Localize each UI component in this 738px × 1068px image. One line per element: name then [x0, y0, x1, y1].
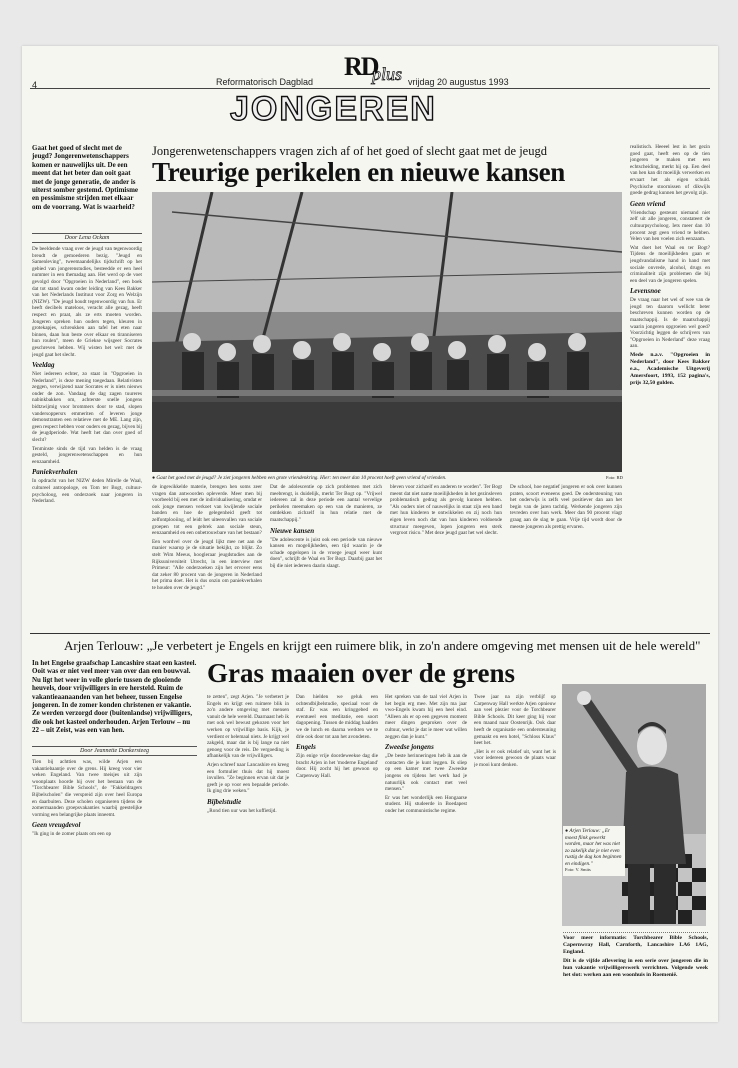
arjen-terlouw-photo	[562, 684, 706, 926]
paragraph: „De beste herinneringen heb ik aan de contacten die je kunt leggen. Ik sliep op een kamer met twee Zweedse jongens en tijdens het werk had je natuurlijk ook contact met veel mensen."	[385, 753, 467, 793]
article2-lede: In het Engelse graafschap Lancashire staat een kasteel. Ooit was er niet veel meer van over dan een bouwval. Nu ligt het weer in volle glorie tussen de glooiende heuvels, door vrijwilligers in ere hersteld. Ruim de vakantieaanaanden van het beheer, tussen Engelse jongeren. In de zomer konden christenen er vakantie. Ze werden verzorgd door (buitenlandse) vrijwilligers, die ook het kasteel onderhouden. Arjen Terlouw – nu 22 – uit Zeist, was een van hen.	[32, 659, 197, 735]
article1-column-6	[630, 144, 710, 628]
paragraph: Arjen schreef naar Lancashire en kreeg een formulier thuis dat hij moest invullen. "Ze beginnen ervan uit dat je geeft je op voor een bepaalde periode. Ik ging drie weken."	[207, 761, 289, 795]
paragraph: "Ik ging in de zomer plaats om een op	[32, 831, 112, 838]
section-banner: JONGEREN	[230, 90, 437, 128]
paragraph: te zetten", zegt Arjen. "Je verbetert je Engels en krijgt een ruimere blik in zo'n andere omgeving met mensen vanuit de hele wereld. Daarnaast heb ik met ook wel bewust gekozen voor het werken op vrijwillige basis. Kijk, je verdient er helemaal niets. Je krijgt wel zakgeld, maar dat is bij lange na niet genoeg voor de reis. De vergoeding is afhankelijk van de vrijwilligers.	[207, 694, 289, 760]
article2-photo-caption	[563, 826, 625, 876]
article1-photo-caption: ● Gaat het goed met de jeugd? Je ziet jongeren hebben een grote vriendenkring. Hier: ten meer dan 10 procent hoeft geen vriend of vrienden.	[152, 475, 447, 481]
paragraph: bleven voor zichzelf en anderen te worden". Ter Bogt meent dat niet name moeilijkheden in het gezinsleven problematisch gedrag als gevolg kunnen hebben. "Als ouders niet of nauwelijks in staat zijn een band met hun kinderen te ontwikkelen en zij noch hun eigen leven noch dat van hun kinderen voldoende structuur meegeven, lopen jongeren een sterk vergroot risico." Met deze jeugd gaat het wel slecht.	[390, 484, 502, 537]
article1-kicker: Jongerenwetenschappers vragen zich af of het goed of slecht gaat met de jeugd	[152, 144, 547, 158]
series-note: Dit is de vijfde aflevering in een serie over jongeren die in hun vakantie vrijwilligerswerk verrichten. Volgende week het slot: werken aan een woonhuis in Roemenië.	[563, 958, 708, 978]
subhead: Zweedse jongens	[385, 743, 434, 752]
portrait-illustration	[562, 684, 706, 926]
article1-column-5	[510, 484, 622, 628]
divider	[563, 932, 708, 933]
article2-photo-credit: Foto: V. Smits	[565, 867, 591, 872]
article2-column-4	[385, 694, 467, 1014]
paragraph: Een wordvel over de jeugd lijkt mee net aan de manier waarop je de situatie bekijkt, zo blijkt. Zo stelt Wim Meeus, hoogleraar jeugdstudies aan de Rijksuniversiteit Utrecht, in een interview met Primeur: "Alle onderzoeken zijn het ervover eens dat zeker 80 procent van de jongeren in Nederland het prima doet. Het is dus onzin om paniekverhalen te houden over de jeugd."	[152, 538, 262, 591]
subhead: Veeldag	[32, 361, 55, 370]
article-separator	[30, 633, 710, 634]
subhead: Geen vriend	[630, 199, 666, 208]
paragraph: Dan hielden we geluk een ochtendbijbelstudie, speciaal voor de staf. Er was een kringgebed en eventueel een meditatie, een soort dagopening. Tussen de middag haalden we de lunch en daarna werkten we te drie ook door tot aan het avondeten.	[296, 694, 378, 740]
article1-column-2	[152, 484, 262, 628]
paragraph: realistisch. Heeeel lest in het gezin goed gaat, heeft een op de tien jongeren te maken met een echtscheiding, merkt hij op. Een deel van hen kan dit moeilijk verwerken en ervaart het als eigen schuld. Psychische stoornissen of dikwijls goede gedrag kunnen het gevolg zijn.	[630, 144, 710, 197]
article2-byline: Door Jeannette Donkersteeg	[32, 746, 197, 756]
article1-byline: Door Lena Ockam	[32, 233, 142, 243]
article1-photo-credit: Foto: RD	[606, 475, 623, 480]
subhead: Bijbelstudie	[207, 797, 242, 806]
paragraph: Twee jaar na zijn verblijf op Carpenway Hall werkte Arjen opnieuw aan veel plezier voor de Torchbearer Bible Schools. Dit keer ging hij voor een maand naar Oostenrijk. Ook daar heeft de organisatie een ondersteuning gemaakt en een hotel, "Schloss Klaus" heet het.	[474, 694, 556, 747]
paragraph: In opdracht van het NIZW deden Mirelle de Waal, cultureel antropologe, en Tom ter Bogt, cultuur-psycholoog, een onderzoek naar jongeren in Nederland.	[32, 478, 142, 505]
newspaper-page	[22, 46, 718, 1022]
article2-headline: Gras maaien over de grens	[207, 658, 515, 688]
paragraph: Wat doet het Waal en ter Bogt? Tijdens de moeilijkheden gaan er jeugdvandalisme hand in hand met sociale onvrede, alcohol, drugs en criminaliteit zijn problemen die bij een deel van de jongeren spelen.	[630, 244, 710, 284]
article2-kicker: Arjen Terlouw: „Je verbetert je Engels en krijgt een ruimere blik, in zo'n andere omgeving met mensen uit de hele wereld"	[64, 638, 701, 653]
contact-note: Voor meer informatie: Torchbearer Bible Schools, Capernwray Hall, Carnforth, Lancashire LA6 1AG, England.	[563, 935, 708, 955]
paragraph: De vraag naar het wel of wee van de jeugd ten daarom wellicht beter beschreven kunnen worden op de maatschappij. Is de maatschappij waarin jongeren opgroeien wel goed? Voorzichtig leggen de schrijvers van "Opgroeien in Nederland" deze vraag aan.	[630, 297, 710, 350]
paragraph: "De adolescente is juist ook een periode van nieuwe kansen en mogelijkheden, een tijd waarin je de schade opgelopen in de vroege jeugd weer kunt doen", schrijft de Waal en Ter Bogt. Daarbij gaat het bij die niet iedereen daarin slaagt.	[270, 536, 382, 569]
article2-column-1	[32, 759, 142, 1015]
article1-headline: Treurige perikelen en nieuwe kansen	[152, 157, 565, 187]
article1-column-4	[390, 484, 502, 628]
paragraph: De beeldende vraag over de jeugd van tegenwoordig breudt de gemoederen bezig. "Jeugd en Samenleving", tweemaandelijks tijdschrift op het gebied van jongerenstudies, besteedde er een heel nummer in een themadag aan. Het werd op de voet gevolgd door "Opgroeien in Nederland", een boek dat tot stand kwam onder leiding van Kees Bakker van het Nederlands Instituut voor Zorg en Welzijn (NIZW). "De jeugd houdt tegenwoordig van fun. Er heeft decibels mateloos, veracht alle gezag, heeft respect en praat, als ze erts moeten worden. Jongeren spreken hun ouders tegen, kleuren in grotekapjes, schreukken aan tafel het eten naar binnen, daan hun beste over elkaar en tiranniseren hun roulen", meen de Griekse wijsgeer Socrates geschreven hebben. Wij wisten het wel: met de jeugd gaat het slecht.	[32, 246, 142, 358]
caption-text: ● Arjen Terlouw: „Er moest flink gewerkt worden, maar het was niet zo zakelijk dat je niet even rustig de dag kon beginnen en eindigen."	[565, 828, 622, 867]
paragraph: de ingewikkelde materie, brengen hen soms zeer vragen dan antwoorden opleverde. Meer men bij voorbeeld bij een met de individualisering, omdat er ook jonge mensen verkoet van kwijlende sociale banden en hoe de gelegenheid geeft tot zelfontplooiing, of leidt het uiteenvallen van sociale groepen tot een gebrek aan sociale steun, eenzaamheid en een onbetrouwbare van het bestaan?	[152, 484, 262, 537]
article1-column-1	[32, 246, 142, 628]
subhead: Levensnoe	[630, 287, 661, 296]
article2-column-2	[207, 694, 289, 1014]
subhead: Nieuwe kansen	[270, 526, 315, 535]
book-note: Mede n.a.v. "Opgroeien in Nederland", door Kees Bakker e.a., Academische Uitgeverij Amersfoort, 1993, 152 pagina's, prijs 32,50 gulden.	[630, 352, 710, 387]
paragraph: Het spreken van de taal viel Arjen in het begin erg mee. Met zijn ma jaar vwo-Engels kwam hij een heel eind. "Alleen als er op een gegeven moment meer dingen gesproken over de cultuur, werkt je dat ie meer wat willen zeggen dan je kunt."	[385, 694, 467, 740]
ship-deck-photo	[152, 192, 622, 472]
logo-letters: RD	[344, 52, 378, 81]
subhead: Paniekverhalen	[32, 468, 78, 477]
article1-lede: Gaat het goed of slecht met de jeugd? Jongerenwetenschappers komen er nauwelijks uit. De een meent dat het beter dan ooit gaat met de jonge generatie, de ander is uiterst somber gestemd. Optimisme en pessimisme strijden met elkaar om de voorrang. Wat is waarheid?	[32, 144, 139, 211]
article2-column-5	[474, 694, 556, 1014]
article1-column-3	[270, 484, 382, 628]
masthead-rule	[30, 88, 710, 89]
page-number: 4	[32, 80, 38, 90]
article2-column-3	[296, 694, 378, 1014]
newspaper-name: Reformatorisch Dagblad	[216, 77, 314, 87]
paragraph: Dat de adolescentie op zich problemen met zich meebrengt, is duidelijk, merkt Ter Bogt op. "Vrijwel iedereen zal in deze periode een aantal vervelige perikelen meemaken op een van de manieren, ze ontdekken zichzelf in hun relatie met de maatschappij."	[270, 484, 382, 523]
paragraph: Tenminste sinds de tijd van helden is de vraag gesteld, jongerenwetenschappen en hun eenzaamheid.	[32, 445, 142, 465]
issue-date: vrijdag 20 augustus 1993	[408, 77, 509, 87]
article2-info-box	[563, 930, 708, 1016]
ship-photo-illustration	[152, 192, 622, 472]
paragraph: Er was het wonderlijk een Hongaarse student. Hij studeerde in Boedapest onder het communistische regime.	[385, 794, 467, 814]
paragraph: Zijn enige vrije doordeweekse dag die bracht Arjen in het 'moderne Engeland' door. Hij zocht hij het gewoon op Carpenway Hall.	[296, 753, 378, 779]
paragraph: „Rond tien uur was het koffietijd.	[207, 807, 277, 814]
paragraph: Vriendschap gesteunt niemand niet zelf uit alle jongeren, constateert de cultuurpsycholoog. Iets meer dan 10 procent zegt geen vriend te hebben. Velen van hen voelen zich eenzaam.	[630, 209, 710, 243]
paragraph: Tien bij achttien was, wilde Arjen een vakantiebaantje over de grens. Hij kreeg voor vier weken Engeland. Van twee meisjes uit zijn woonplaats hoorde hij over het bestaan van de "Torchbearer Bible Schools", de "Fakkeldragers Bijbelscholen" die verspreid zijn over heel Europa en daarbuiten. Deze scholen organiseren tijdens de zomermaanden groepsvakanties waarbij geestelijke vorming een belangrijke plaats inneemt.	[32, 759, 142, 818]
rd-plus-logo	[344, 52, 416, 82]
paragraph: De school, hoe negatief jongeren er ook over kunnen praten, scoort eveneens goed. De ondersteuning van het onderwijs is zelfs veel positiever dan aan het begin van de jaren tachtig. Werkende jongeren zijn tevreden over hun werk. Meer dan 90 procent vlagt graag aan de slag te gaan. Vrije tijd wordt door de meeste jongeren als prettig ervaren.	[510, 484, 622, 530]
subhead: Engels	[296, 743, 316, 752]
subhead: Geen vreugdevol	[32, 821, 81, 830]
logo-plus: plus	[372, 64, 403, 84]
paragraph: „Het is er ook relatief uit, want het is voor iedereen gewoon de plaats waar je mooi kunt denken.	[474, 748, 556, 768]
paragraph: Niet iedereen echter, zo staat in "Opgroeien in Nederland", is deze mening toegedaan. Relativisten zeggen, verwijzend naar Socrates er is niets nieuws onder de zon. Vandaag de dag zagen tuureres nabinkbakken om, achterste snelle jongens bidtzwijmig voor brommers door te stad, slopen vandersoppersrs emmeriten of leveren jonge demonstranten een relatieve met de ME. Lang zijn, geen respect hebben voor ouders en gezag, bijven bij de jeugdperiode. Wat heeft het dan over goed of slecht?	[32, 371, 142, 444]
